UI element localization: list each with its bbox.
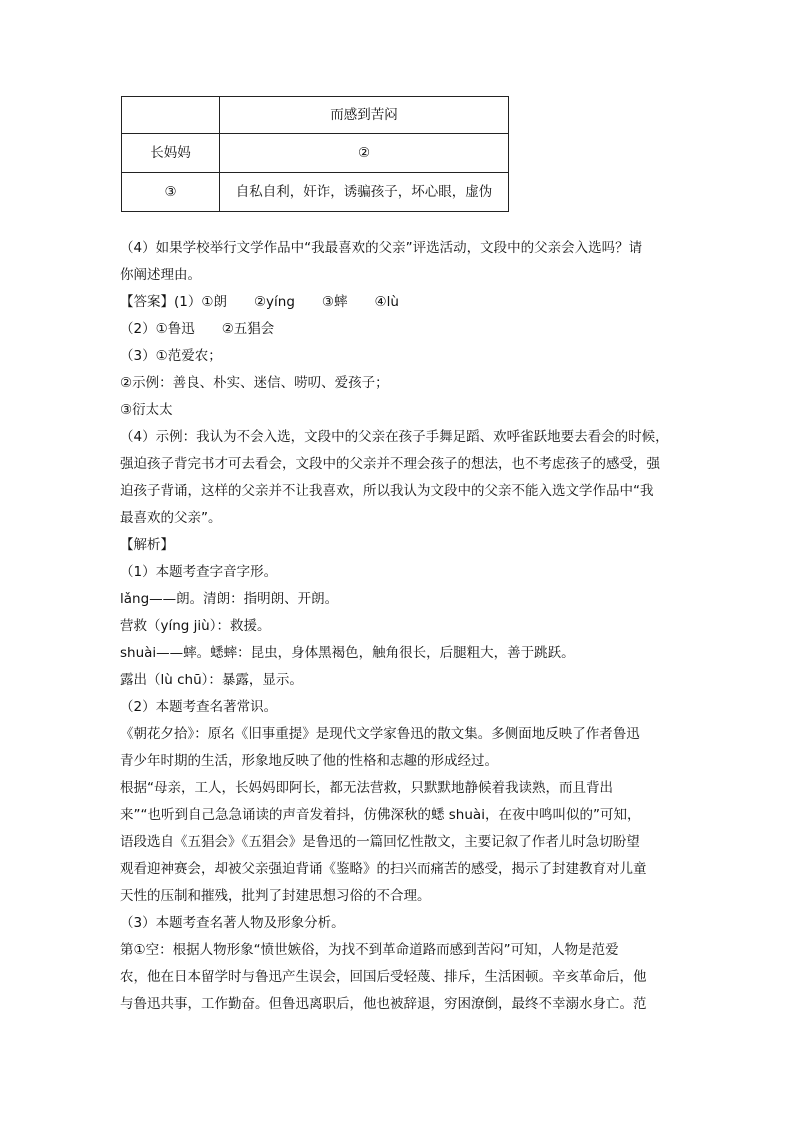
table-cell bbox=[122, 97, 220, 134]
analysis-line: shuài——蟀。蟋蟀：昆虫，身体黑褐色，触角很长，后腿粗大，善于跳跃。 bbox=[120, 645, 575, 661]
answer-line-2: （2）①鲁迅 ②五猖会 bbox=[120, 321, 275, 337]
answer-4-line-4: 最喜欢的父亲”。 bbox=[120, 510, 222, 526]
analysis-line: 《朝花夕拾》：原名《旧事重提》是现代文学家鲁迅的散文集。多侧面地反映了作者鲁迅 bbox=[120, 726, 640, 742]
question-4-line-2: 你阐述理由。 bbox=[120, 267, 201, 283]
table-cell: ③ bbox=[122, 173, 220, 212]
analysis-line: 青少年时期的生活，形象地反映了他的性格和志趣的形成经过。 bbox=[120, 753, 498, 769]
analysis-heading: 【解析】 bbox=[120, 537, 174, 553]
table-cell: 长妈妈 bbox=[122, 134, 220, 173]
answer-4-line-2: 强迫孩子背完书才可去看会，文段中的父亲并不理会孩子的想法，也不考虑孩子的感受，强 bbox=[120, 456, 660, 472]
character-table bbox=[121, 96, 509, 212]
answer-4-line-1: （4）示例：我认为不会入选，文段中的父亲在孩子手舞足蹈、欢呼雀跃地要去看会的时候， bbox=[120, 429, 669, 445]
analysis-line: 营救（yíng jiù）：救援。 bbox=[120, 618, 271, 634]
analysis-line: （1）本题考查字音字形。 bbox=[120, 564, 278, 580]
analysis-line: 露出（lù chū）：暴露，显示。 bbox=[120, 672, 303, 688]
analysis-line: 与鲁迅共事，工作勤奋。但鲁迅离职后，他也被辞退，穷困潦倒，最终不幸溺水身亡。范 bbox=[120, 996, 647, 1012]
answer-line-5: ③衍太太 bbox=[120, 402, 173, 418]
answer-line-4: ②示例：善良、朴实、迷信、唠叨、爱孩子； bbox=[120, 375, 389, 391]
table-row bbox=[122, 134, 509, 173]
table-cell: 而感到苦闷 bbox=[220, 97, 509, 134]
document-body bbox=[120, 235, 680, 1018]
analysis-line: 来”“也听到自己急急诵读的声音发着抖，仿佛深秋的蟋 shuài，在夜中鸣叫似的”可知， bbox=[120, 807, 641, 823]
answer-line-1: 【答案】(1）①朗 ②yíng ③蟀 ④lù bbox=[120, 294, 399, 310]
table-cell: ② bbox=[220, 134, 509, 173]
table-cell: 自私自利，奸诈，诱骗孩子，坏心眼，虚伪 bbox=[220, 173, 509, 212]
analysis-line: （2）本题考查名著常识。 bbox=[120, 699, 278, 715]
answer-4-line-3: 迫孩子背诵，这样的父亲并不让我喜欢，所以我认为文段中的父亲不能入选文学作品中“我 bbox=[120, 483, 654, 499]
analysis-line: 天性的压制和摧残，批判了封建思想习俗的不合理。 bbox=[120, 888, 431, 904]
answer-line-3: （3）①范爱农； bbox=[120, 348, 222, 364]
analysis-line: lǎng——朗。清朗：指明朗、开朗。 bbox=[120, 591, 339, 607]
analysis-line: 农，他在日本留学时与鲁迅产生误会，回国后受轻蔑、排斥，生活困顿。辛亥革命后，他 bbox=[120, 969, 647, 985]
analysis-line: 语段选自《五猖会》《五猖会》是鲁迅的一篇回忆性散文，主要记叙了作者儿时急切盼望 bbox=[120, 834, 640, 850]
table-row bbox=[122, 173, 509, 212]
question-4-line-1: （4）如果学校举行文学作品中“我最喜欢的父亲”评选活动，文段中的父亲会入选吗？请 bbox=[120, 240, 643, 256]
analysis-line: 第①空：根据人物形象“愤世嫉俗，为找不到革命道路而感到苦闷”可知，人物是范爱 bbox=[120, 942, 619, 958]
analysis-line: （3）本题考查名著人物及形象分析。 bbox=[120, 915, 345, 931]
table-row bbox=[122, 97, 509, 134]
analysis-line: 观看迎神赛会，却被父亲强迫背诵《鉴略》的扫兴而痛苦的感受，揭示了封建教育对儿童 bbox=[120, 861, 647, 877]
analysis-line: 根据“母亲，工人，长妈妈即阿长，都无法营救，只默默地静候着我读熟，而且背出 bbox=[120, 780, 613, 796]
